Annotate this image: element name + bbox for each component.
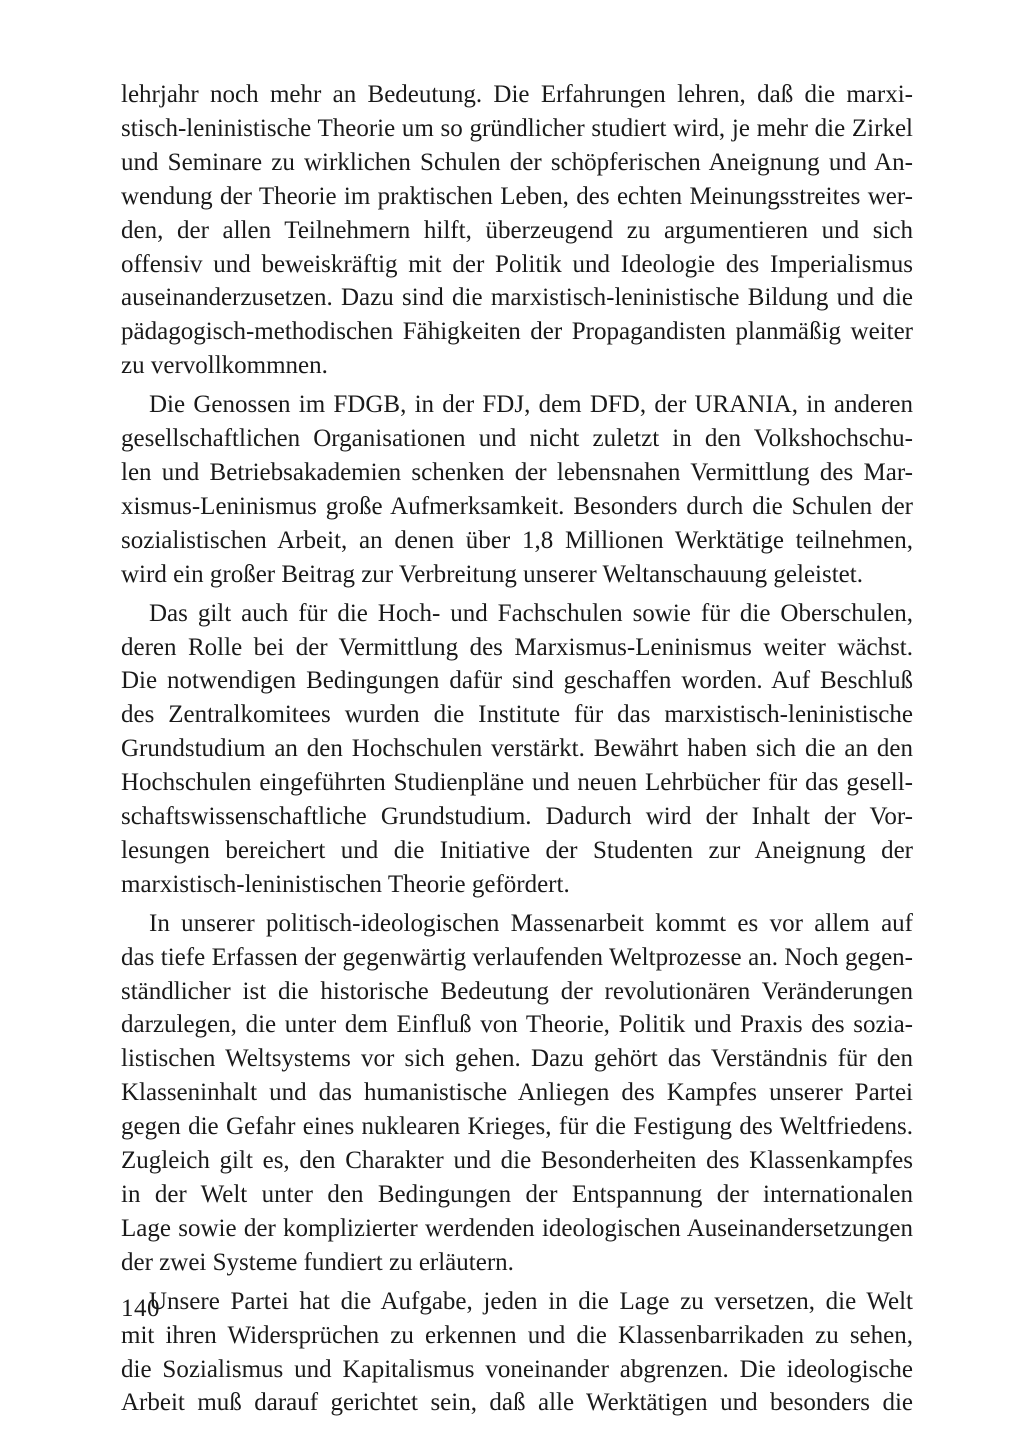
paragraph xyxy=(121,907,913,1280)
text-line: len und Betriebsakademien schenken der lebensnahen Vermittlung des Mar- xyxy=(121,458,913,486)
text-line: In unserer politisch-ideologischen Massenarbeit kommt es vor allem auf xyxy=(149,909,913,937)
text-line: gegen die Gefahr eines nuklearen Krieges, für die Festigung des Weltfriedens. xyxy=(121,1113,913,1141)
text-line: schaftswissenschaftliche Grundstudium. Dadurch wird der Inhalt der Vor- xyxy=(121,803,913,831)
text-line: wird ein großer Beitrag zur Verbreitung unserer Weltanschauung geleistet. xyxy=(121,560,863,588)
text-line: zu vervollkommnen. xyxy=(121,352,328,380)
text-line: Das gilt auch für die Hoch- und Fachschulen sowie für die Oberschulen, xyxy=(149,599,913,627)
text-line: Grundstudium an den Hochschulen verstärkt. Bewährt haben sich die an den xyxy=(121,735,913,763)
text-line: deren Rolle bei der Vermittlung des Marxismus-Leninismus weiter wächst. xyxy=(121,633,913,661)
paragraph xyxy=(121,388,913,591)
text-line: mit ihren Widersprüchen zu erkennen und die Klassenbarrikaden zu sehen, xyxy=(121,1321,913,1349)
text-line: xismus-Leninismus große Aufmerksamkeit. Besonders durch die Schulen der xyxy=(121,492,913,520)
text-line: lehrjahr noch mehr an Bedeutung. Die Erfahrungen lehren, daß die marxi- xyxy=(121,81,913,108)
text-line: und Seminare zu wirklichen Schulen der schöpferischen Aneignung und An- xyxy=(121,148,913,176)
body-text xyxy=(121,78,913,1420)
paragraph xyxy=(121,1285,913,1421)
text-line: Lage sowie der komplizierter werdenden ideologischen Auseinandersetzungen xyxy=(121,1214,913,1242)
paragraph xyxy=(121,597,913,902)
text-line: lesungen bereichert und die Initiative der Studenten zur Aneignung der xyxy=(121,836,913,864)
text-line: der zwei Systeme fundiert zu erläutern. xyxy=(121,1248,514,1276)
page-number: 140 xyxy=(121,1295,160,1322)
text-line: gesellschaftlichen Organisationen und nicht zuletzt in den Volkshochschu- xyxy=(121,425,913,453)
text-line: marxistisch-leninistischen Theorie gefördert. xyxy=(121,870,570,898)
text-line: die Sozialismus und Kapitalismus voneinander abgrenzen. Die ideologische xyxy=(121,1355,913,1383)
text-line: Hochschulen eingeführten Studienpläne und neuen Lehrbücher für das gesell- xyxy=(121,769,913,797)
text-line: offensiv und beweiskräftig mit der Politik und Ideologie des Imperialismus xyxy=(121,250,913,278)
text-line: Arbeit muß darauf gerichtet sein, daß alle Werktätigen und besonders die xyxy=(121,1389,913,1417)
text-line: Die notwendigen Bedingungen dafür sind geschaffen worden. Auf Beschluß xyxy=(121,667,913,695)
text-line: auseinanderzusetzen. Dazu sind die marxistisch-leninistische Bildung und die xyxy=(121,284,913,312)
paragraph xyxy=(121,78,913,383)
text-line: darzulegen, die unter dem Einfluß von Theorie, Politik und Praxis des sozia- xyxy=(121,1011,913,1039)
text-line: den, der allen Teilnehmern hilft, überzeugend zu argumentieren und sich xyxy=(121,216,913,244)
text-line: das tiefe Erfassen der gegenwärtig verlaufenden Weltprozesse an. Noch gegen- xyxy=(121,943,913,971)
text-line: ständlicher ist die historische Bedeutung der revolutionären Veränderungen xyxy=(121,977,913,1005)
text-line: listischen Weltsystems vor sich gehen. Dazu gehört das Verständnis für den xyxy=(121,1045,913,1073)
text-line: sozialistischen Arbeit, an denen über 1,8 Millionen Werktätige teilnehmen, xyxy=(121,526,913,554)
text-line: Die Genossen im FDGB, in der FDJ, dem DFD, der URANIA, in anderen xyxy=(149,391,913,419)
text-line: Unsere Partei hat die Aufgabe, jeden in die Lage zu versetzen, die Welt xyxy=(149,1287,913,1315)
text-line: Klasseninhalt und das humanistische Anliegen des Kampfes unserer Partei xyxy=(121,1079,913,1107)
text-line: Zugleich gilt es, den Charakter und die Besonderheiten des Klassenkampfes xyxy=(121,1147,913,1175)
text-line: des Zentralkomitees wurden die Institute für das marxistisch-leninistische xyxy=(121,701,913,729)
text-line: in der Welt unter den Bedingungen der Entspannung der internationalen xyxy=(121,1181,913,1208)
text-line: stisch-leninistische Theorie um so gründlicher studiert wird, je mehr die Zirkel xyxy=(121,114,913,142)
text-line: wendung der Theorie im praktischen Leben, des echten Meinungsstreites wer- xyxy=(121,182,913,210)
text-line: pädagogisch-methodischen Fähigkeiten der Propagandisten planmäßig weiter xyxy=(121,318,913,346)
